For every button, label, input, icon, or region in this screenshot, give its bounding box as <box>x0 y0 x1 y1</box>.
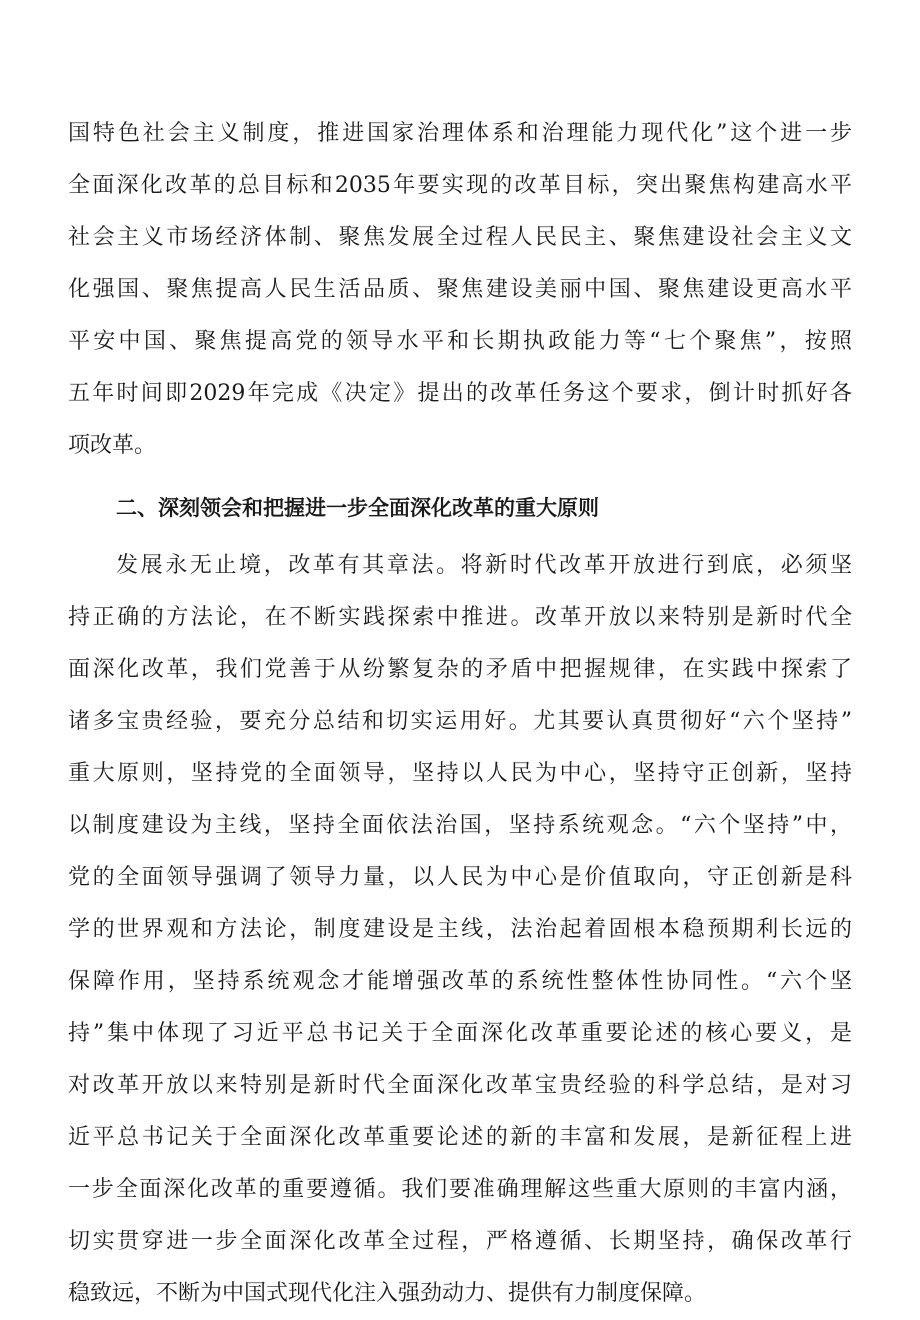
text-line: 平安中国、聚焦提高党的领导水平和长期执政能力等“七个聚焦”，按照 <box>68 329 852 354</box>
text-line: 社会主义市场经济体制、聚焦发展全过程人民民主、聚焦建设社会主义文 <box>68 225 852 250</box>
text-line: 以制度建设为主线，坚持全面依法治国，坚持系统观念。“六个坚持”中， <box>68 813 852 838</box>
text-line: 持”集中体现了习近平总书记关于全面深化改革重要论述的核心要义，是 <box>68 1021 852 1046</box>
text-line: 对改革开放以来特别是新时代全面深化改革宝贵经验的科学总结，是对习 <box>68 1073 852 1098</box>
text-line: 一步全面深化改革的重要遵循。我们要准确理解这些重大原则的丰富内涵， <box>68 1177 852 1202</box>
text-line: 持正确的方法论，在不断实践探索中推进。改革开放以来特别是新时代全 <box>68 605 852 630</box>
text-line: 近平总书记关于全面深化改革重要论述的新的丰富和发展，是新征程上进 <box>68 1125 852 1150</box>
text-line: 全面深化改革的总目标和2035年要实现的改革目标，突出聚焦构建高水平 <box>68 173 852 198</box>
paragraph-1 <box>68 108 852 472</box>
text-line: 重大原则，坚持党的全面领导，坚持以人民为中心，坚持守正创新，坚持 <box>68 761 852 786</box>
text-line: 化强国、聚焦提高人民生活品质、聚焦建设美丽中国、聚焦建设更高水平 <box>68 277 852 302</box>
text-line: 学的世界观和方法论，制度建设是主线，法治起着固根本稳预期利长远的 <box>68 917 852 942</box>
text-line: 五年时间即2029年完成《决定》提出的改革任务这个要求，倒计时抓好各 <box>68 381 852 406</box>
text-line: 项改革。 <box>68 433 157 458</box>
paragraph-2 <box>68 540 852 1320</box>
text-line: 党的全面领导强调了领导力量，以人民为中心是价值取向，守正创新是科 <box>68 865 852 890</box>
text-line: 稳致远，不断为中国式现代化注入强劲动力、提供有力制度保障。 <box>68 1281 707 1306</box>
text-line: 保障作用，坚持系统观念才能增强改革的系统性整体性协同性。“六个坚 <box>68 969 852 994</box>
text-line: 发展永无止境，改革有其章法。将新时代改革开放进行到底，必须坚 <box>116 553 852 578</box>
section-heading: 二、深刻领会和把握进一步全面深化改革的重大原则 <box>116 496 599 520</box>
text-line: 面深化改革，我们党善于从纷繁复杂的矛盾中把握规律，在实践中探索了 <box>68 657 852 682</box>
text-line: 诸多宝贵经验，要充分总结和切实运用好。尤其要认真贯彻好“六个坚持” <box>68 709 852 734</box>
text-line: 切实贯穿进一步全面深化改革全过程，严格遵循、长期坚持，确保改革行 <box>68 1229 852 1254</box>
text-line: 国特色社会主义制度，推进国家治理体系和治理能力现代化”这个进一步 <box>68 121 852 146</box>
document-page <box>68 108 852 1320</box>
